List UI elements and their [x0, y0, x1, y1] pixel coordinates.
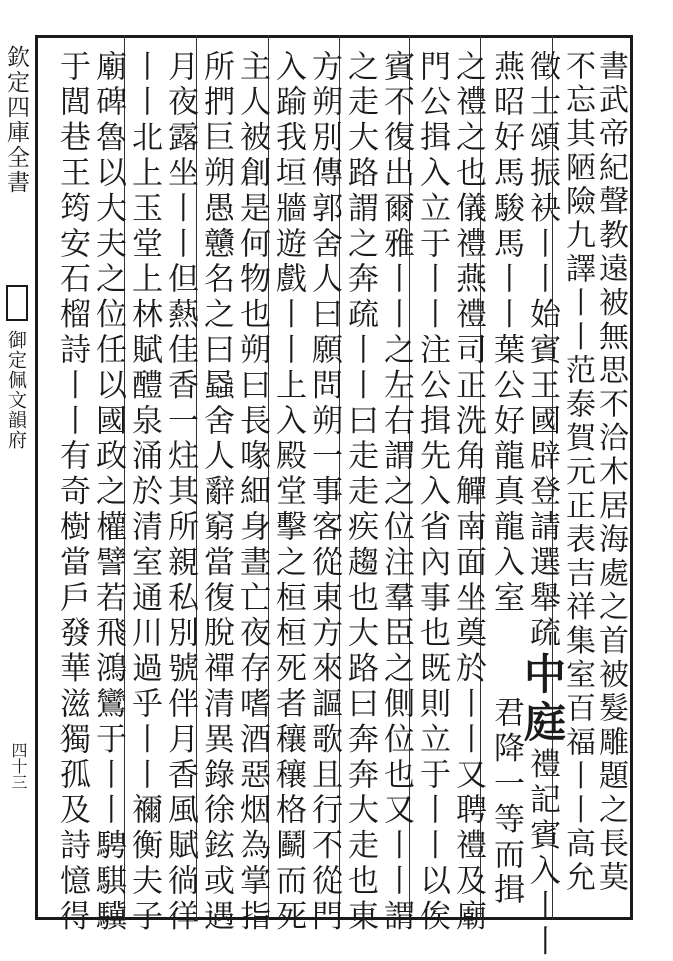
column-3-text: 徵士頌振袂丨丨始賓王國辟登請選舉疏 — [524, 50, 560, 652]
text-column-14: 丨丨北上玉堂上林賦醴泉涌於清室通川過乎丨丨禰衡夫子 — [126, 50, 162, 935]
heading-second-line: 君降一等而揖 — [488, 696, 524, 909]
fish-tail-mark — [6, 285, 28, 321]
heading-zhongting: 中庭 — [518, 651, 567, 748]
book-subtitle: 御定佩文韻府 — [5, 330, 27, 450]
text-column-15: 廟碑魯以大夫之位任以國政之權譬若飛鴻鸞于丨丨騁騏驥 — [90, 50, 126, 935]
text-column-5: 之禮之也儀禮燕禮司正洗角觶南面坐奠於丨丨又聘禮及廟 — [450, 50, 486, 935]
text-column-16: 于閭巷王筠安石榴詩丨丨有奇樹當戶發華滋獨孤及詩憶得 — [54, 50, 90, 935]
page-number: 四十三 — [9, 742, 28, 790]
heading-note: 禮記賓入丨丨 — [524, 747, 560, 961]
text-column-4 — [484, 50, 528, 910]
text-column-6: 門公揖入立于丨丨注公揖先入省內事也既則立于丨丨以俟 — [414, 50, 450, 935]
text-column-8: 之走大路謂之奔疏丨丨曰走走疾趨也大路曰奔奔大走也東 — [342, 50, 378, 935]
text-column-2: 不忘其陋險九譯丨丨范泰賀元正表吉祥集室百福丨丨高允 — [560, 50, 595, 895]
text-column-13: 月夜露坐丨丨但爇佳香一炷其所親私別號伴月香風賦徜徉 — [162, 50, 198, 935]
text-column-12: 所捫巨朔愚戇名之曰蟁舍人辭窮當復脫禪清異錄徐鉉或遇 — [198, 50, 234, 935]
text-column-1: 書武帝紀聲教遠被無思不洽木居海處之首被髮雕題之長莫 — [593, 50, 628, 895]
text-column-9: 方朔別傳郭舍人曰願問朔一事客從東方來謳歌且行不從門 — [306, 50, 342, 935]
text-column-7: 賓不復出爾雅丨丨之左右謂之位注羣臣之側位也又丨丨謂 — [378, 50, 414, 935]
text-column-11: 主人被創是何物也朔曰長喙細身晝亡夜存嗜酒惡烟為掌指 — [234, 50, 270, 935]
book-title: 欽定四庫全書 — [3, 45, 29, 195]
text-column-10: 入踰我垣牆遊戲丨丨上入殿堂擊之桓桓死者穰穰格鬬而死 — [270, 50, 306, 935]
column-4-text: 燕昭好馬駿馬丨丨葉公好龍真龍入室 — [488, 50, 524, 617]
